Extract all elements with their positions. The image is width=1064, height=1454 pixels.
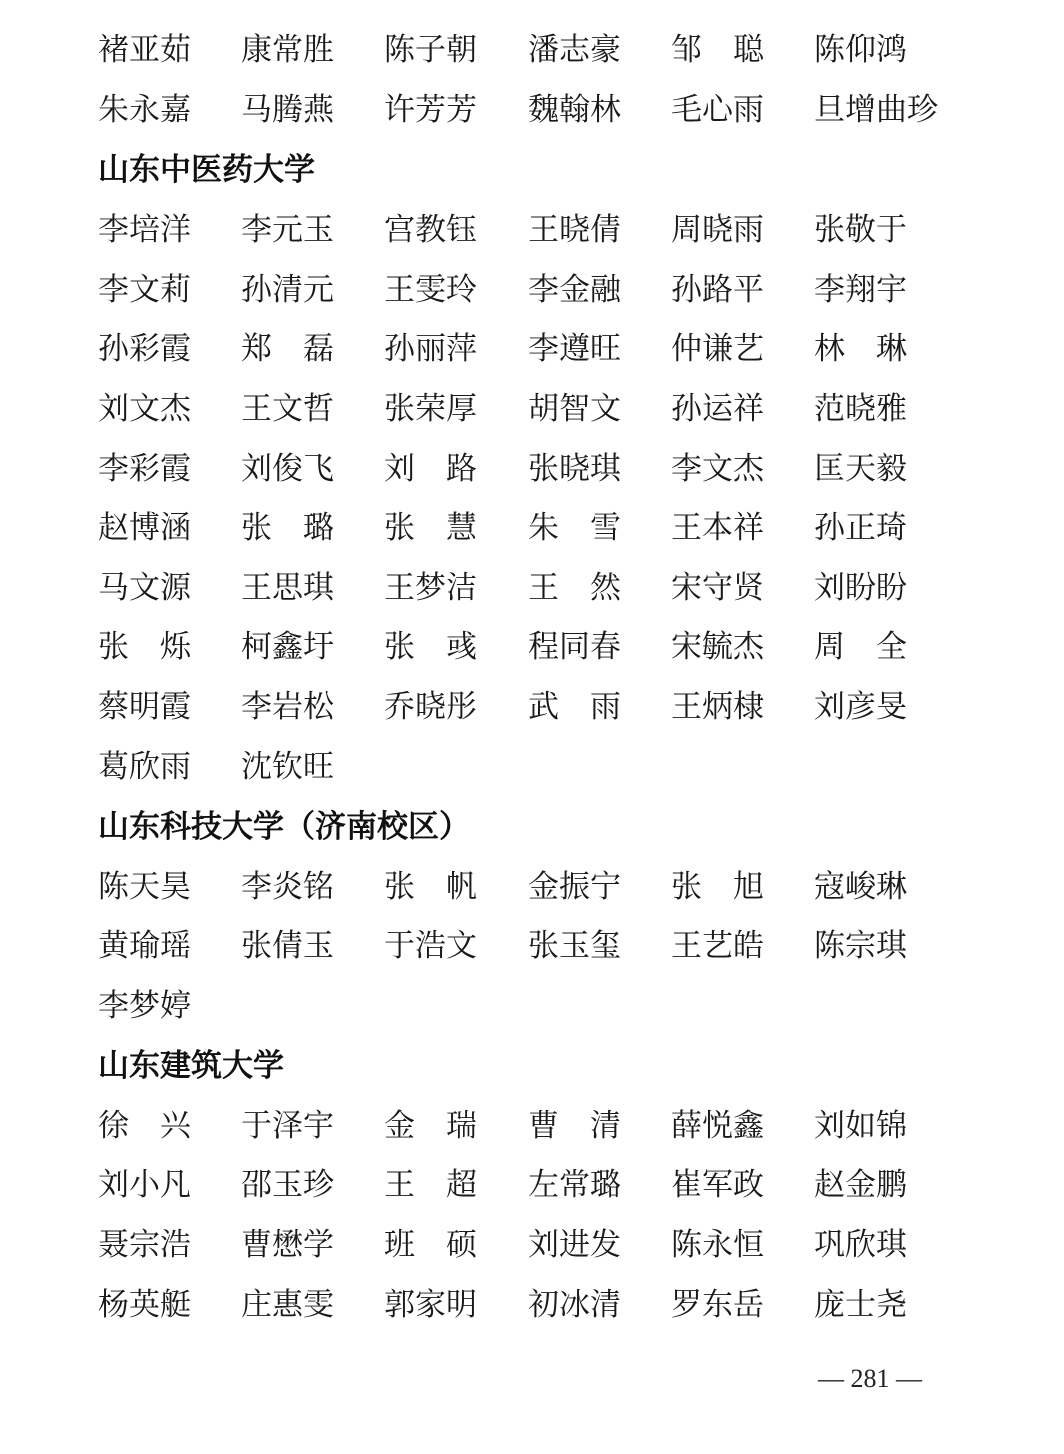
person-name: 薛悦鑫 — [671, 1108, 764, 1144]
person-name: 匡天毅 — [814, 451, 907, 487]
person-name: 胡智文 — [528, 391, 621, 427]
person-name: 王炳棣 — [671, 689, 764, 725]
person-name: 王梦洁 — [384, 570, 477, 606]
person-name: 乔晓彤 — [384, 689, 477, 725]
person-name: 孙运祥 — [671, 391, 764, 427]
person-name: 武 雨 — [528, 689, 621, 725]
person-name: 李岩松 — [241, 689, 334, 725]
name-row — [98, 567, 998, 609]
person-name: 沈钦旺 — [241, 749, 334, 785]
person-name: 邹 聪 — [671, 32, 764, 68]
person-name: 寇峻琳 — [814, 869, 907, 905]
name-row — [98, 89, 998, 131]
name-row — [98, 1224, 998, 1266]
name-row — [98, 746, 998, 788]
section-heading: 山东科技大学（济南校区） — [98, 809, 470, 845]
person-name: 孙清元 — [241, 272, 334, 308]
person-name: 陈仰鸿 — [814, 32, 907, 68]
name-row — [98, 269, 998, 311]
person-name: 柯鑫圩 — [241, 629, 334, 665]
person-name: 王艺皓 — [671, 928, 764, 964]
person-name: 李文杰 — [671, 451, 764, 487]
name-row — [98, 1164, 998, 1206]
person-name: 张 璐 — [241, 510, 334, 546]
person-name: 周 全 — [814, 629, 907, 665]
person-name: 聂宗浩 — [98, 1227, 191, 1263]
name-row — [98, 626, 998, 668]
name-row — [98, 388, 998, 430]
person-name: 刘小凡 — [98, 1167, 191, 1203]
person-name: 孙路平 — [671, 272, 764, 308]
person-name: 巩欣琪 — [814, 1227, 907, 1263]
person-name: 初冰清 — [528, 1287, 621, 1323]
person-name: 王思琪 — [241, 570, 334, 606]
person-name: 朱 雪 — [528, 510, 621, 546]
person-name: 褚亚茹 — [98, 32, 191, 68]
section-heading: 山东中医药大学 — [98, 152, 315, 188]
person-name: 马文源 — [98, 570, 191, 606]
name-row — [98, 507, 998, 549]
page-number: — 281 — — [818, 1364, 922, 1393]
person-name: 王 然 — [528, 570, 621, 606]
person-name: 李梦婷 — [98, 988, 191, 1024]
person-name: 李翔宇 — [814, 272, 907, 308]
person-name: 马腾燕 — [241, 92, 334, 128]
person-name: 金 瑞 — [384, 1108, 477, 1144]
person-name: 仲谦艺 — [671, 331, 764, 367]
person-name: 李文莉 — [98, 272, 191, 308]
person-name: 曹懋学 — [241, 1227, 334, 1263]
person-name: 孙正琦 — [814, 510, 907, 546]
name-row — [98, 1105, 998, 1147]
person-name: 刘彦旻 — [814, 689, 907, 725]
person-name: 黄瑜瑶 — [98, 928, 191, 964]
name-row — [98, 448, 998, 490]
person-name: 庄惠雯 — [241, 1287, 334, 1323]
person-name: 左常璐 — [528, 1167, 621, 1203]
person-name: 张荣厚 — [384, 391, 477, 427]
person-name: 刘文杰 — [98, 391, 191, 427]
person-name: 潘志豪 — [528, 32, 621, 68]
person-name: 赵金鹏 — [814, 1167, 907, 1203]
person-name: 金振宁 — [528, 869, 621, 905]
person-name: 李遵旺 — [528, 331, 621, 367]
person-name: 王晓倩 — [528, 212, 621, 248]
person-name: 庞士尧 — [814, 1287, 907, 1323]
person-name: 张 彧 — [384, 629, 477, 665]
person-name: 蔡明霞 — [98, 689, 191, 725]
person-name: 张 旭 — [671, 869, 764, 905]
name-row — [98, 925, 998, 967]
person-name: 陈永恒 — [671, 1227, 764, 1263]
person-name: 于泽宇 — [241, 1108, 334, 1144]
person-name: 宋守贤 — [671, 570, 764, 606]
person-name: 葛欣雨 — [98, 749, 191, 785]
person-name: 王文哲 — [241, 391, 334, 427]
person-name: 张 烁 — [98, 629, 191, 665]
person-name: 刘俊飞 — [241, 451, 334, 487]
person-name: 邵玉珍 — [241, 1167, 334, 1203]
person-name: 陈宗琪 — [814, 928, 907, 964]
person-name: 李金融 — [528, 272, 621, 308]
person-name: 赵博涵 — [98, 510, 191, 546]
person-name: 罗东岳 — [671, 1287, 764, 1323]
person-name: 刘进发 — [528, 1227, 621, 1263]
person-name: 郑 磊 — [241, 331, 334, 367]
person-name: 张敬于 — [814, 212, 907, 248]
person-name: 陈天昊 — [98, 869, 191, 905]
person-name: 张玉玺 — [528, 928, 621, 964]
person-name: 曹 清 — [528, 1108, 621, 1144]
section-heading: 山东建筑大学 — [98, 1048, 284, 1084]
person-name: 张倩玉 — [241, 928, 334, 964]
person-name: 张 慧 — [384, 510, 477, 546]
person-name: 王 超 — [384, 1167, 477, 1203]
person-name: 刘盼盼 — [814, 570, 907, 606]
name-row — [98, 29, 998, 71]
name-row — [98, 328, 998, 370]
name-row — [98, 985, 998, 1027]
person-name: 孙彩霞 — [98, 331, 191, 367]
person-name: 于浩文 — [384, 928, 477, 964]
name-row — [98, 209, 998, 251]
person-name: 杨英艇 — [98, 1287, 191, 1323]
person-name: 许芳芳 — [384, 92, 477, 128]
person-name: 程同春 — [528, 629, 621, 665]
person-name: 崔军政 — [671, 1167, 764, 1203]
person-name: 李培洋 — [98, 212, 191, 248]
person-name: 刘如锦 — [814, 1108, 907, 1144]
person-name: 范晓雅 — [814, 391, 907, 427]
person-name: 班 硕 — [384, 1227, 477, 1263]
person-name: 孙丽萍 — [384, 331, 477, 367]
person-name: 周晓雨 — [671, 212, 764, 248]
person-name: 王本祥 — [671, 510, 764, 546]
name-row — [98, 686, 998, 728]
person-name: 李炎铭 — [241, 869, 334, 905]
person-name: 朱永嘉 — [98, 92, 191, 128]
person-name: 康常胜 — [241, 32, 334, 68]
person-name: 徐 兴 — [98, 1108, 191, 1144]
person-name: 郭家明 — [384, 1287, 477, 1323]
person-name: 宋毓杰 — [671, 629, 764, 665]
person-name: 魏翰林 — [528, 92, 621, 128]
name-row — [98, 1284, 998, 1326]
person-name: 宫教钰 — [384, 212, 477, 248]
person-name: 张晓琪 — [528, 451, 621, 487]
person-name: 王雯玲 — [384, 272, 477, 308]
person-name: 刘 路 — [384, 451, 477, 487]
name-row — [98, 866, 998, 908]
person-name: 旦增曲珍 — [814, 92, 938, 128]
person-name: 张 帆 — [384, 869, 477, 905]
person-name: 李元玉 — [241, 212, 334, 248]
person-name: 陈子朝 — [384, 32, 477, 68]
person-name: 李彩霞 — [98, 451, 191, 487]
person-name: 毛心雨 — [671, 92, 764, 128]
person-name: 林 琳 — [814, 331, 907, 367]
